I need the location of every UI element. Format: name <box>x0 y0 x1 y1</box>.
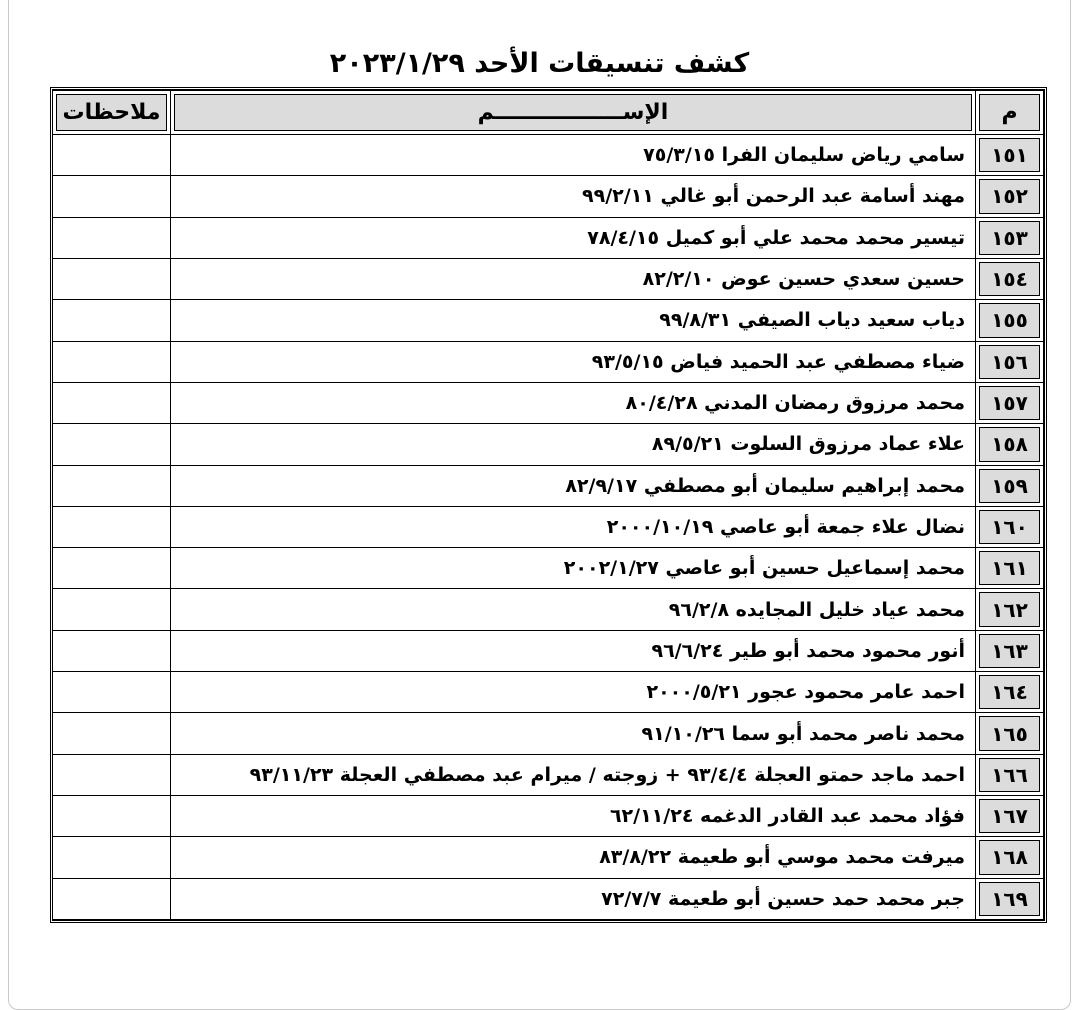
row-name: محمد ناصر محمد أبو سما ٩١/١٠/٢٦ <box>171 713 976 754</box>
row-number: ١٥٥ <box>976 300 1044 341</box>
row-number: ١٦٨ <box>976 837 1044 878</box>
row-notes <box>53 796 171 837</box>
row-number: ١٥٢ <box>976 176 1044 217</box>
row-name: محمد إسماعيل حسين أبو عاصي ٢٠٠٢/١/٢٧ <box>171 548 976 589</box>
table-row <box>53 382 1044 423</box>
row-number: ١٦٩ <box>976 878 1044 919</box>
row-name: دياب سعيد دياب الصيفي ٩٩/٨/٣١ <box>171 300 976 341</box>
row-notes <box>53 713 171 754</box>
row-notes <box>53 300 171 341</box>
row-name: سامي رياض سليمان الفرا ٧٥/٣/١٥ <box>171 135 976 176</box>
table-row <box>53 176 1044 217</box>
row-notes <box>53 424 171 465</box>
table-row <box>53 506 1044 547</box>
row-notes <box>53 548 171 589</box>
table-row <box>53 672 1044 713</box>
row-number: ١٥٣ <box>976 217 1044 258</box>
table-row <box>53 135 1044 176</box>
row-number: ١٥١ <box>976 135 1044 176</box>
table-row <box>53 465 1044 506</box>
row-notes <box>53 465 171 506</box>
row-name: ضياء مصطفي عبد الحميد فياض ٩٣/٥/١٥ <box>171 341 976 382</box>
row-notes <box>53 630 171 671</box>
row-number: ١٦١ <box>976 548 1044 589</box>
row-number: ١٦٥ <box>976 713 1044 754</box>
table-row <box>53 258 1044 299</box>
table-row <box>53 630 1044 671</box>
row-number: ١٥٨ <box>976 424 1044 465</box>
row-name: محمد إبراهيم سليمان أبو مصطفي ٨٢/٩/١٧ <box>171 465 976 506</box>
row-notes <box>53 672 171 713</box>
row-notes <box>53 217 171 258</box>
row-number: ١٥٧ <box>976 382 1044 423</box>
names-table <box>50 87 1047 923</box>
row-notes <box>53 258 171 299</box>
row-number: ١٦٢ <box>976 589 1044 630</box>
table-row <box>53 837 1044 878</box>
header-notes: ملاحظات <box>53 91 171 135</box>
row-name: علاء عماد مرزوق السلوت ٨٩/٥/٢١ <box>171 424 976 465</box>
table-row <box>53 300 1044 341</box>
row-name: محمد عياد خليل المجايده ٩٦/٢/٨ <box>171 589 976 630</box>
table-row <box>53 217 1044 258</box>
table-row <box>53 878 1044 919</box>
row-name: تيسير محمد محمد علي أبو كميل ٧٨/٤/١٥ <box>171 217 976 258</box>
table-row <box>53 754 1044 795</box>
row-number: ١٦٦ <box>976 754 1044 795</box>
table-row <box>53 589 1044 630</box>
row-number: ١٦٠ <box>976 506 1044 547</box>
row-name: حسين سعدي حسين عوض ٨٢/٢/١٠ <box>171 258 976 299</box>
row-notes <box>53 754 171 795</box>
row-name: ميرفت محمد موسي أبو طعيمة ٨٣/٨/٢٢ <box>171 837 976 878</box>
row-name: فؤاد محمد عبد القادر الدغمه ٦٢/١١/٢٤ <box>171 796 976 837</box>
row-notes <box>53 878 171 919</box>
row-name: احمد عامر محمود عجور ٢٠٠٠/٥/٢١ <box>171 672 976 713</box>
row-notes <box>53 135 171 176</box>
row-notes <box>53 837 171 878</box>
table-row <box>53 796 1044 837</box>
row-name: احمد ماجد حمتو العجلة ٩٣/٤/٤ + زوجته / ميرام عبد مصطفي العجلة ٩٣/١١/٢٣ <box>171 754 976 795</box>
table-row <box>53 548 1044 589</box>
row-name: نضال علاء جمعة أبو عاصي ٢٠٠٠/١٠/١٩ <box>171 506 976 547</box>
row-number: ١٦٧ <box>976 796 1044 837</box>
page-title: كشف تنسيقات الأحد ٢٠٢٣/١/٢٩ <box>329 48 750 79</box>
row-notes <box>53 382 171 423</box>
row-notes <box>53 176 171 217</box>
table-row <box>53 424 1044 465</box>
row-notes <box>53 506 171 547</box>
row-number: ١٥٩ <box>976 465 1044 506</box>
row-name: محمد مرزوق رمضان المدني ٨٠/٤/٢٨ <box>171 382 976 423</box>
table-row <box>53 341 1044 382</box>
header-name: الإســـــــــــــــــم <box>171 91 976 135</box>
header-number: م <box>976 91 1044 135</box>
row-number: ١٥٤ <box>976 258 1044 299</box>
row-notes <box>53 341 171 382</box>
row-name: مهند أسامة عبد الرحمن أبو غالي ٩٩/٢/١١ <box>171 176 976 217</box>
row-name: جبر محمد حمد حسين أبو طعيمة ٧٢/٧/٧ <box>171 878 976 919</box>
row-name: أنور محمود محمد أبو طير ٩٦/٦/٢٤ <box>171 630 976 671</box>
row-notes <box>53 589 171 630</box>
row-number: ١٦٣ <box>976 630 1044 671</box>
row-number: ١٦٤ <box>976 672 1044 713</box>
row-number: ١٥٦ <box>976 341 1044 382</box>
table-row <box>53 713 1044 754</box>
